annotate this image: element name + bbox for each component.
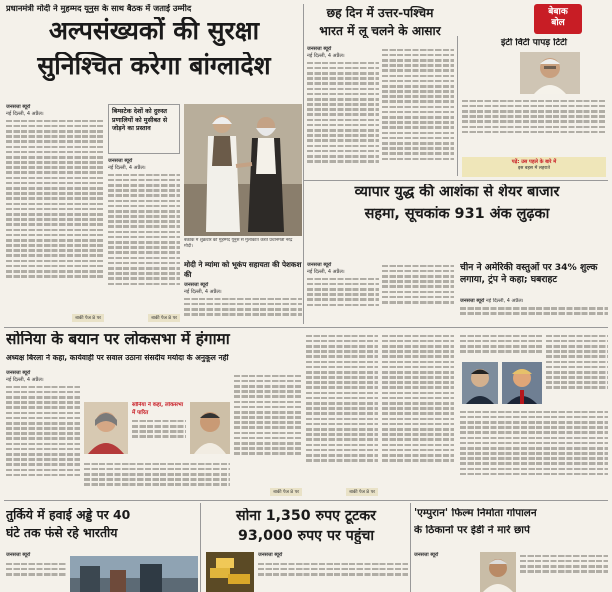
body-text [6,120,104,278]
byline-place: नई दिल्ली, 4 अप्रैल। [108,164,146,171]
badge-title: बेबाक [548,7,568,17]
byline-place: नई दिल्ली, 4 अप्रैल। [184,288,222,295]
body-text [382,265,454,304]
body-text [460,335,542,353]
sub-headline: मोदी ने म्यांमा को भूकंप सहायता की पेशकश की [184,260,302,279]
body-text [84,463,230,486]
modi-yunus-photo [184,104,302,236]
om-birla-photo [190,402,230,454]
column-footer-text: इस बहस में लहराते [518,166,550,171]
byline-agency: जनसत्ता ब्यूरो [414,552,439,558]
continued-label: बाकी पेज 8 पर [148,314,180,322]
story-column [6,560,66,592]
column-rule [457,36,458,176]
byline-place: नई दिल्ली, 4 अप्रैल। [307,52,345,59]
story-column [520,552,608,592]
headline: भारत में लू चलने के आसार [319,24,441,38]
photo-caption: बैंकॉक में शुक्रवार को मुहम्मद यूनुस से मुलाकात करते प्रधानमंत्री नरेंद्र मोदी। [184,238,293,250]
body-text [460,307,608,315]
byline-agency: जनसत्ता ब्यूरो [6,552,31,558]
story-column [546,332,608,406]
column-rule [410,503,411,592]
body-text [306,335,378,462]
sub-headline: चीन ने अमेरिकी वस्तुओं पर 34% शुल्क लगाया, ट्रंप ने कहा; घबराहट [460,262,598,286]
story-column [460,298,608,324]
body-text [382,335,454,462]
byline-agency: जनसत्ता ब्यूरो [307,262,332,268]
byline-agency: जनसत्ता ब्यूरो [460,298,485,304]
headline: के ठिकानों पर ईडी ने मारे छापे [414,525,530,536]
story-column [108,158,180,322]
continued-label: बाकी पेज 8 पर [72,314,104,322]
headline: छह दिन में उत्तर-पश्चिम [326,6,434,20]
byline-agency: जनसत्ता ब्यूरो [258,552,283,558]
story-column [234,372,302,496]
body-text [184,298,302,316]
headline: 'एम्पुरान' फिल्म निर्माता गोपालन [414,508,537,519]
story-column [460,332,542,360]
gopalan-photo [480,552,516,592]
sub-headline: अध्यक्ष बिरला ने कहा, कार्यवाही पर सवाल उठाना संसदीय मर्यादा के अनुकूल नहीं [6,354,229,362]
headline: घंटे तक फंसे रहे भारतीय [6,526,118,540]
story-column [258,560,408,592]
column-body [462,97,606,153]
box-text: बिम्सटेक देशों को दुरुस्त प्रणालियों को मुसीबत से जोड़ने का प्रस्ताव [112,108,168,132]
airport-photo [70,556,198,592]
column-rule [200,503,201,592]
continued-label: बाकी पेज 8 पर [270,488,302,496]
headline: सहमा, सूचकांक 931 अंक लुढ़का [364,206,550,222]
section-divider [4,500,608,501]
story-column [307,262,379,324]
body-text [6,386,80,477]
headline: सोनिया के बयान पर लोकसभा में हंगामा [6,331,230,348]
columnist-photo [520,52,580,94]
byline-place: नई दिल्ली, 4 अप्रैल। [485,298,524,304]
body-text [382,49,454,161]
column-headline: इंटी विंटी पापड़ टिंटी [501,38,567,48]
story-column [382,332,454,496]
body-text [546,335,608,389]
story-column [307,46,379,176]
body-text [307,62,379,163]
section-divider [4,327,608,328]
section-divider [304,180,608,181]
headline: व्यापार युद्ध की आशंका से शेयर बाजार [354,184,560,200]
story-column [460,408,608,496]
badge-subtitle: बोल [551,17,565,28]
body-text [108,174,180,286]
story-column [382,262,454,324]
column-footer [462,157,606,177]
column-rule [303,4,304,324]
story-column [6,370,80,496]
story-column [84,460,230,496]
body-text [307,278,379,307]
kicker: प्रधानमंत्री मोदी ने मुहम्मद यूनुस के साथ बैठक में जताई उम्मीद [6,4,192,13]
trump-photo [502,362,542,404]
body-text [234,375,302,455]
headline: 93,000 रुपए पर पहुंचा [237,528,375,544]
byline-agency: जनसत्ता ब्यूरो [6,370,31,376]
story-column [382,46,454,176]
continued-label: बाकी पेज 8 पर [346,488,378,496]
byline-agency: जनसत्ता ब्यूरो [307,46,332,52]
quote-text: सोनिया ने कहा, लोकसभा में पारित [132,402,184,416]
byline-agency: जनसत्ता ब्यूरो [184,282,209,288]
story-column [184,282,302,324]
story-column [6,104,104,322]
byline-place: नई दिल्ली, 4 अप्रैल। [307,268,345,275]
byline-place: नई दिल्ली, 4 अप्रैल। [6,376,44,383]
sonia-gandhi-photo [84,402,128,454]
byline-agency: जनसत्ता ब्यूरो [108,158,133,164]
info-box [108,104,180,154]
headline: अल्पसंख्यकों की सुरक्षा [48,17,260,45]
byline-place: नई दिल्ली, 4 अप्रैल। [6,110,44,117]
gold-photo [206,552,254,592]
body-text [460,411,608,476]
quote-box [132,402,186,454]
headline: सुनिश्चित करेगा बांग्लादेश [37,52,271,80]
headline: सोना 1,350 रुपए टूटकर [236,508,376,524]
byline-agency: जनसत्ता ब्यूरो [6,104,31,110]
xi-photo [462,362,498,404]
headline: तुर्किये में हवाई अड्डे पर 40 [6,508,131,522]
story-column [306,332,378,496]
column-caption: पढ़ें: उस पहले के बारे में [511,159,557,165]
column-badge [534,4,582,34]
